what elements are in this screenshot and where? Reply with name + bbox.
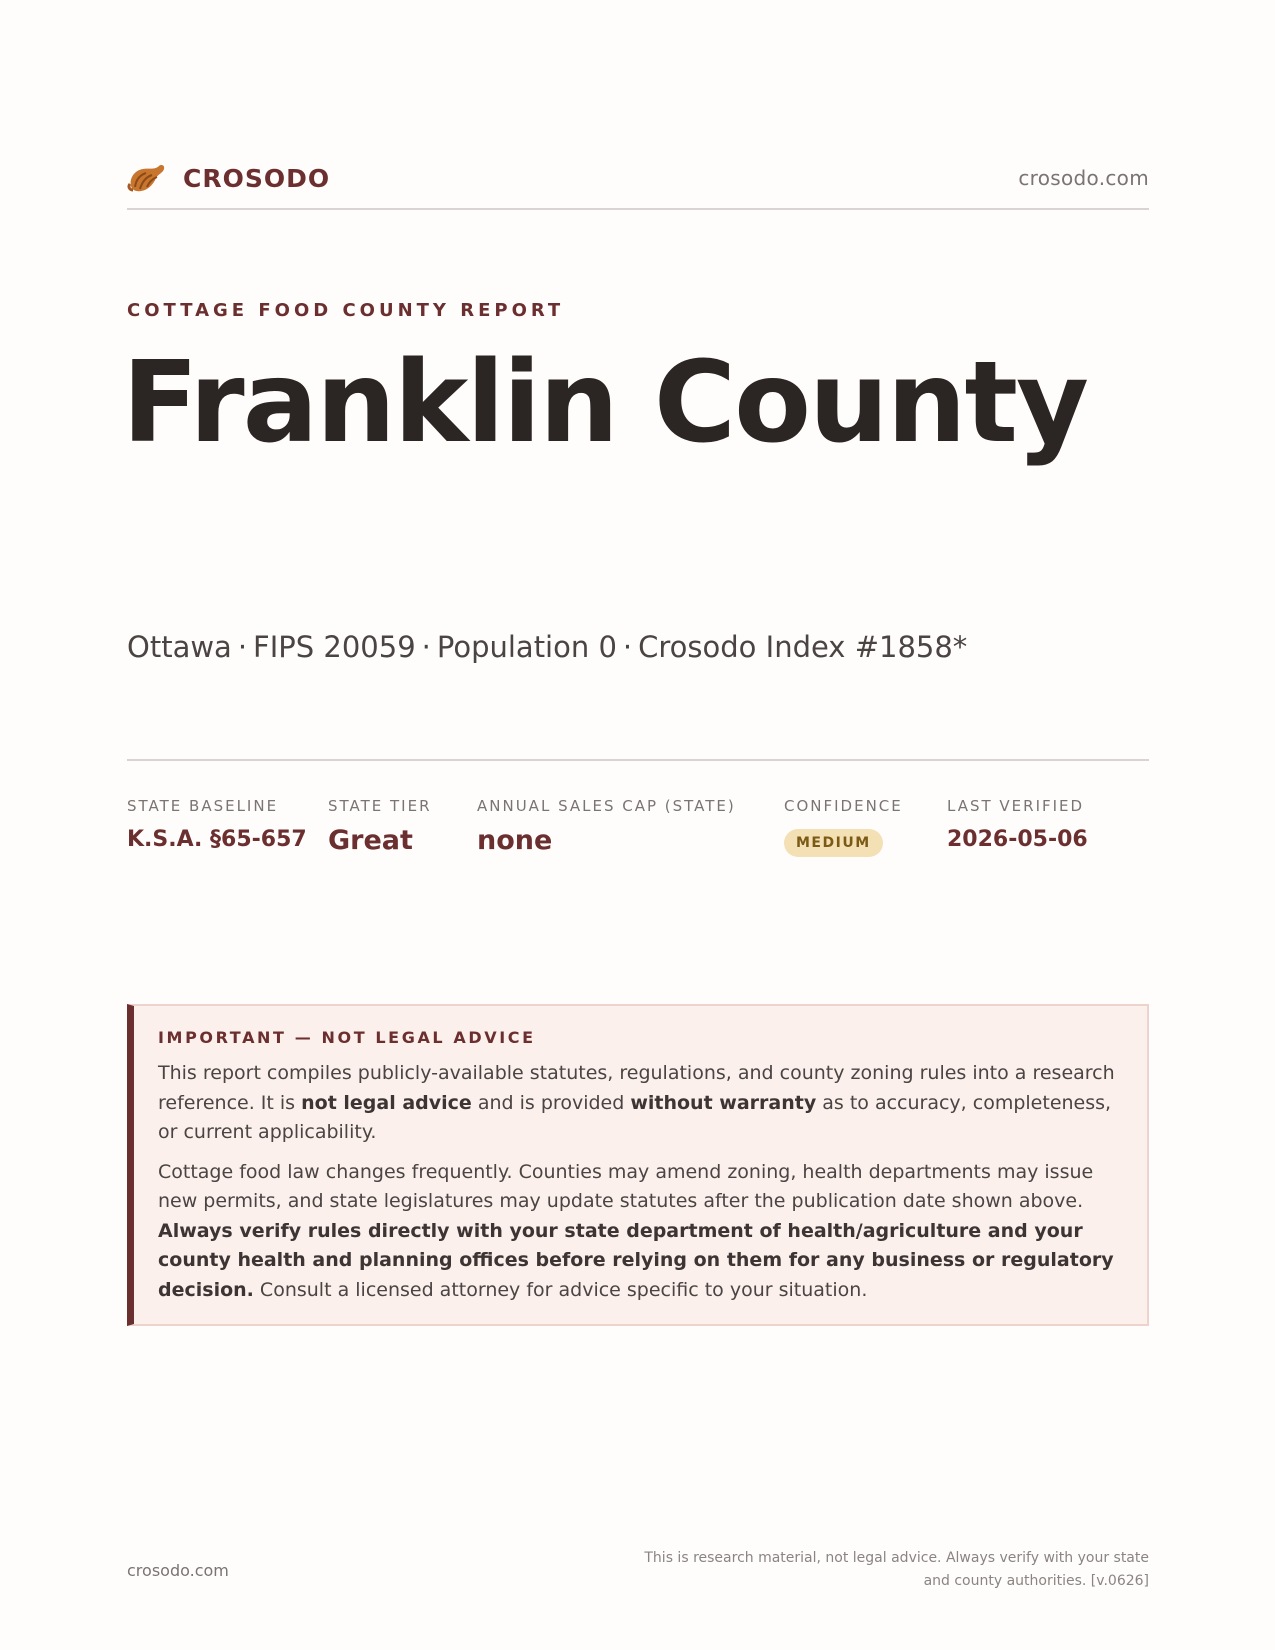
notice-text: as to accuracy, completeness, or current applicability. <box>158 1091 1112 1143</box>
stat-annual-sales-cap <box>477 797 736 856</box>
subtitle-population: Population 0 <box>436 630 617 664</box>
stat-value: 2026-05-06 <box>947 827 1088 852</box>
report-eyebrow: COTTAGE FOOD COUNTY REPORT <box>127 300 565 321</box>
brand-name: CROSODO <box>183 163 331 193</box>
stat-last-verified <box>947 797 1088 852</box>
stats-row <box>127 797 1149 877</box>
page-header <box>127 158 1149 210</box>
stat-label: STATE TIER <box>328 797 432 815</box>
page-title: Franklin County <box>122 338 1088 468</box>
stat-state-tier <box>328 797 432 856</box>
notice-heading: IMPORTANT — NOT LEGAL ADVICE <box>158 1028 536 1047</box>
notice-text: and is provided <box>471 1091 631 1114</box>
header-url[interactable]: crosodo.com <box>1018 166 1149 190</box>
subtitle-region: Ottawa <box>127 630 232 664</box>
report-subtitle <box>127 630 967 664</box>
stat-value: none <box>477 825 553 856</box>
footer-disclaimer-line: and county authorities. [v.0626] <box>923 1573 1149 1589</box>
notice-text: This report compiles publicly-available statutes, regulations, and county zoning rules into a research reference. It is <box>158 1062 1115 1114</box>
subtitle-separator: · <box>237 630 248 664</box>
notice-text: Cottage food law changes frequently. Counties may amend zoning, health departments may issue new permits, and state legislatures may update statutes after the publication date shown above. <box>158 1160 1094 1212</box>
subtitle-fips: FIPS 20059 <box>253 630 416 664</box>
footer-disclaimer <box>629 1547 1149 1593</box>
subtitle-separator: · <box>622 630 633 664</box>
stat-label: STATE BASELINE <box>127 797 279 815</box>
notice-emphasis: Always verify rules directly with your state department of health/agriculture and your county health and planning offices before relying on them for any business or regulatory decision. <box>158 1219 1114 1301</box>
brand <box>127 160 330 196</box>
section-divider <box>127 759 1149 761</box>
stat-label: CONFIDENCE <box>784 797 903 815</box>
notice-emphasis: without warranty <box>630 1091 817 1114</box>
notice-paragraph-1 <box>158 1059 1123 1148</box>
notice-text: Consult a licensed attorney for advice specific to your situation. <box>253 1278 868 1301</box>
stat-state-baseline <box>127 797 307 852</box>
legal-notice <box>127 1004 1149 1326</box>
subtitle-separator: · <box>421 630 431 664</box>
confidence-badge: MEDIUM <box>784 829 883 857</box>
footer-disclaimer-line: This is research material, not legal advice. Always verify with your state <box>644 1550 1149 1566</box>
subtitle-index: Crosodo Index #1858* <box>638 630 968 664</box>
stat-label: ANNUAL SALES CAP (STATE) <box>477 797 736 815</box>
notice-emphasis: not legal advice <box>301 1091 472 1114</box>
footer-url[interactable]: crosodo.com <box>127 1561 229 1580</box>
stat-value: Great <box>328 825 413 856</box>
notice-paragraph-2 <box>158 1158 1123 1306</box>
stat-confidence <box>784 797 903 857</box>
croissant-icon <box>127 160 167 196</box>
stat-label: LAST VERIFIED <box>947 797 1085 815</box>
stat-value: K.S.A. §65-657 <box>127 827 307 852</box>
